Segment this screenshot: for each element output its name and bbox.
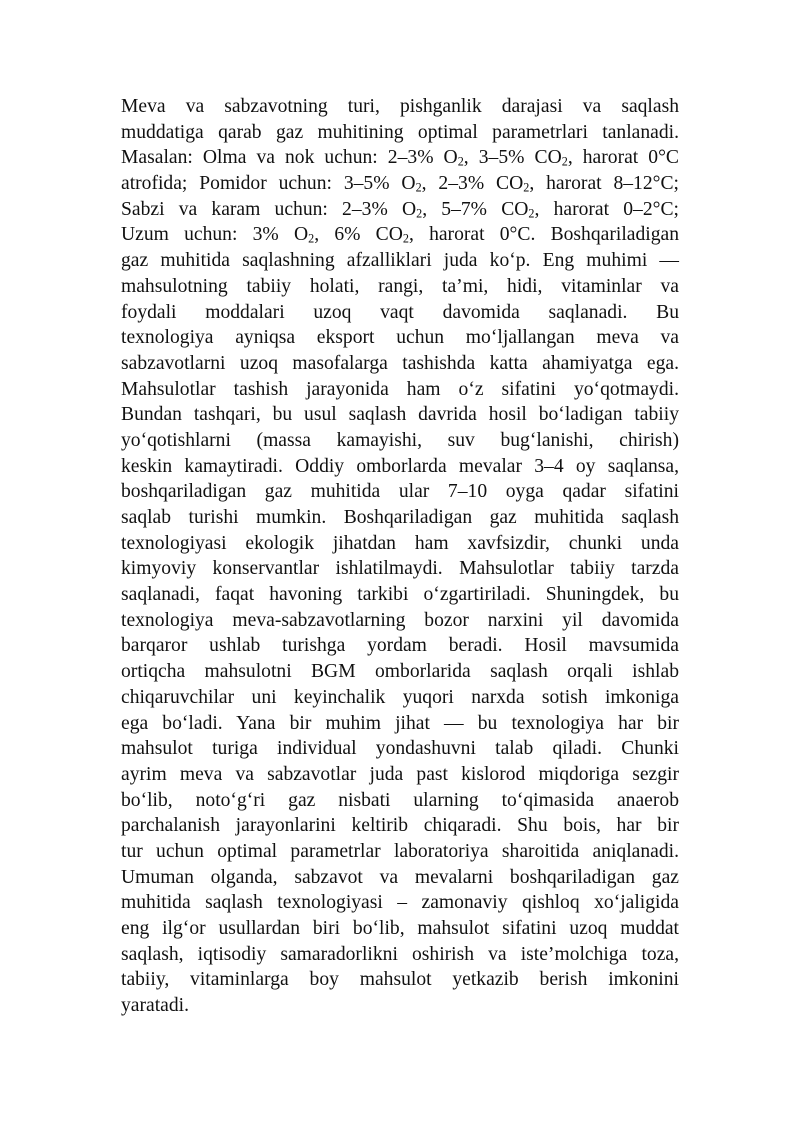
text-line [121, 531, 679, 557]
text-line [121, 402, 679, 428]
text-run: ortiqcha mahsulotni BGM omborlarida saqlash orqali ishlab [121, 661, 679, 683]
text-line [121, 197, 679, 223]
text-line [121, 916, 679, 942]
text-line [121, 711, 679, 737]
text-line [121, 505, 679, 531]
text-run: , 5–7% CO [422, 198, 529, 220]
text-run: foydali moddalari uzoq vaqt davomida saqlanadi. Bu [121, 301, 679, 323]
text-run: parchalanish jarayonlarini keltirib chiqaradi. Shu bois, har bir [121, 815, 679, 837]
text-run: tabiiy, vitaminlarga boy mahsulot yetkazib berish imkonini [121, 969, 679, 991]
text-run: Meva va sabzavotning turi, pishganlik darajasi va saqlash [121, 96, 679, 117]
text-run: Sabzi va karam uchun: 2–3% O [121, 198, 417, 220]
text-line [121, 942, 679, 968]
text-run: saqlab turishi mumkin. Boshqariladigan gaz muhitida saqlash [121, 507, 679, 528]
subscript: 2 [416, 206, 423, 221]
text-line [121, 608, 679, 634]
text-run: , harorat 8–12°C; [529, 173, 679, 195]
text-line [121, 351, 679, 377]
subscript: 2 [402, 232, 409, 247]
text-line [121, 171, 679, 197]
text-run: , harorat 0–2°C; [534, 198, 679, 220]
text-line [121, 274, 679, 300]
text-run: sabzavotlarni uzoq masofalarga tashishda katta ahamiyatga ega. [121, 352, 679, 374]
subscript: 2 [523, 180, 530, 195]
text-run: Bundan tashqari, bu usul saqlash davrida hosil bo‘ladigan tabiiy [121, 404, 679, 426]
text-run: bo‘lib, noto‘g‘ri gaz nisbati ularning to‘qimasida anaerob [121, 789, 679, 811]
text-line [121, 736, 679, 762]
text-run: barqaror ushlab turishga yordam beradi. Hosil mavsumida [121, 635, 679, 657]
text-line [121, 659, 679, 685]
text-line [121, 454, 679, 480]
text-run: texnologiya ayniqsa eksport uchun mo‘ljallangan meva va [121, 327, 679, 349]
text-line [121, 813, 679, 839]
text-run: yo‘qotishlarni (massa kamayishi, suv bug‘lanishi, chirish) [121, 429, 679, 451]
text-line [121, 300, 679, 326]
text-run: saqlanadi, faqat havoning tarkibi o‘zgartiriladi. Shuningdek, bu [121, 584, 679, 606]
text-run: gaz muhitida saqlashning afzalliklari juda ko‘p. Eng muhimi — [121, 250, 679, 272]
text-line [121, 685, 679, 711]
text-run: chiqaruvchilar uni keyinchalik yuqori narxda sotish imkoniga [121, 686, 679, 708]
text-run: eng ilg‘or usullardan biri bo‘lib, mahsulot sifatini uzoq muddat [121, 918, 679, 939]
text-run: ayrim meva va sabzavotlar juda past kislorod miqdoriga sezgir [121, 763, 679, 785]
subscript: 2 [415, 180, 422, 195]
text-run: saqlash, iqtisodiy samaradorlikni oshirish va iste’molchiga toza, [121, 943, 679, 965]
text-run: yaratadi. [121, 995, 189, 1017]
text-line [121, 222, 679, 248]
subscript: 2 [457, 155, 464, 170]
text-run: tur uchun optimal parametrlar laboratoriya sharoitida aniqlanadi. [121, 840, 679, 862]
text-run: boshqariladigan gaz muhitida ular 7–10 oyga qadar sifatini [121, 481, 679, 503]
text-line [121, 993, 679, 1019]
text-run: mahsulotning tabiiy holati, rangi, ta’mi, hidi, vitaminlar va [121, 275, 679, 297]
text-run: , 6% CO [314, 224, 403, 246]
subscript: 2 [561, 155, 568, 170]
text-line [121, 556, 679, 582]
text-run: , harorat 0°C [567, 147, 679, 169]
text-run: , 2–3% CO [421, 173, 524, 195]
text-line [121, 377, 679, 403]
text-line [121, 865, 679, 891]
text-run: Uzum uchun: 3% O [121, 224, 309, 246]
text-line [121, 633, 679, 659]
text-run: mahsulot turiga individual yondashuvni talab qiladi. Chunki [121, 738, 679, 760]
text-line [121, 248, 679, 274]
text-line [121, 94, 679, 120]
text-line [121, 967, 679, 993]
text-run: texnologiyasi ekologik jihatdan ham xavfsizdir, chunki unda [121, 532, 679, 554]
text-line [121, 325, 679, 351]
text-line [121, 839, 679, 865]
text-line [121, 762, 679, 788]
text-run: , 3–5% CO [463, 147, 562, 169]
body-paragraph [121, 94, 679, 1019]
text-line [121, 145, 679, 171]
text-run: keskin kamaytiradi. Oddiy omborlarda mevalar 3–4 oy saqlansa, [121, 455, 679, 477]
text-line [121, 890, 679, 916]
text-run: muddatiga qarab gaz muhitining optimal parametrlari tanlanadi. [121, 121, 679, 143]
text-run: atrofida; Pomidor uchun: 3–5% O [121, 173, 416, 195]
text-line [121, 479, 679, 505]
text-line [121, 428, 679, 454]
text-run: ega bo‘ladi. Yana bir muhim jihat — bu texnologiya har bir [121, 712, 679, 734]
subscript: 2 [528, 206, 535, 221]
text-run: kimyoviy konservantlar ishlatilmaydi. Mahsulotlar tabiiy tarzda [121, 558, 679, 580]
text-line [121, 120, 679, 146]
subscript: 2 [308, 232, 315, 247]
text-run: Mahsulotlar tashish jarayonida ham o‘z sifatini yo‘qotmaydi. [121, 378, 679, 400]
text-run: muhitida saqlash texnologiyasi – zamonaviy qishloq xo‘jaligida [121, 892, 679, 914]
text-run: texnologiya meva-sabzavotlarning bozor narxini yil davomida [121, 609, 679, 631]
text-run: Masalan: Olma va nok uchun: 2–3% O [121, 147, 458, 169]
text-run: Umuman olganda, sabzavot va mevalarni boshqariladigan gaz [121, 866, 679, 888]
text-run: , harorat 0°C. Boshqariladigan [408, 224, 679, 246]
text-line [121, 582, 679, 608]
text-line [121, 788, 679, 814]
